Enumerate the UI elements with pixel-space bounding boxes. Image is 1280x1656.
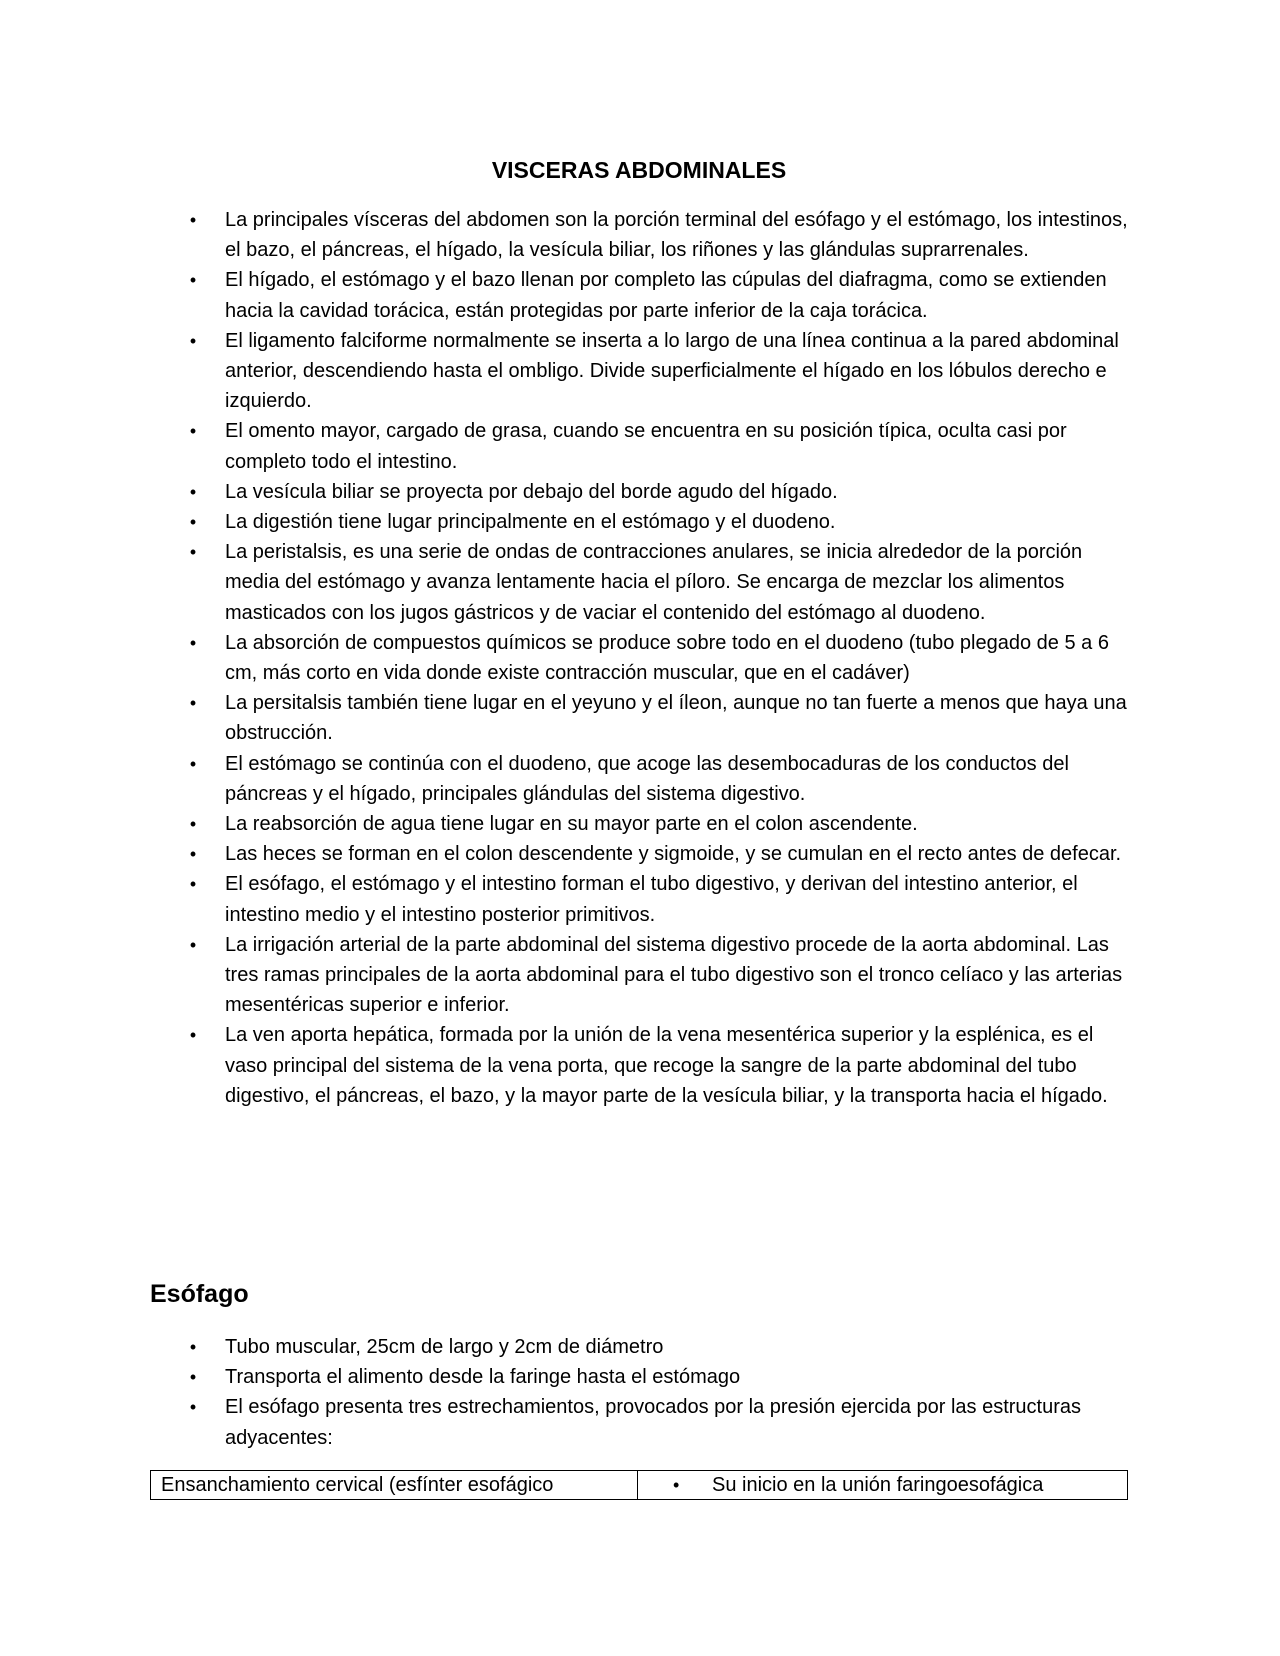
- list-item-text: La ven aporta hepática, formada por la unión de la vena mesentérica superior y la esplénica, es el vaso principal del sistema de la vena porta, que recoge la sangre de la parte abdominal del tubo digestivo, el páncreas, el bazo, y la mayor parte de la vesícula biliar, y la transporta hacia el hígado.: [225, 1024, 1108, 1107]
- list-item-text: Tubo muscular, 25cm de largo y 2cm de diámetro: [225, 1336, 664, 1358]
- table-cell-text: Su inicio en la unión faringoesofágica: [712, 1474, 1044, 1496]
- main-bullet-list: [0, 205, 1280, 1111]
- list-item-text: El esófago, el estómago y el intestino forman el tubo digestivo, y derivan del intestino anterior, el intestino medio y el intestino posterior primitivos.: [225, 873, 1078, 926]
- list-item-text: La digestión tiene lugar principalmente en el estómago y el duodeno.: [225, 511, 836, 534]
- bullet-icon: •: [189, 421, 197, 442]
- list-item-text: La persitalsis también tiene lugar en el yeyuno y el íleon, aunque no tan fuerte a menos que haya una obstrucción.: [225, 692, 1127, 745]
- section-heading-esofago: Esófago: [150, 1280, 249, 1308]
- bullet-icon: •: [189, 934, 197, 955]
- bullet-icon: •: [189, 330, 197, 351]
- bullet-icon: •: [189, 1397, 197, 1418]
- main-list-item: [0, 326, 1280, 417]
- estrechamientos-table: [150, 1470, 1128, 1500]
- bullet-icon: •: [673, 1475, 680, 1495]
- table-cell-descripcion: [638, 1471, 1128, 1500]
- bullet-icon: •: [189, 814, 197, 835]
- main-list-item: [0, 749, 1280, 809]
- main-list-item: [0, 628, 1280, 688]
- main-list-item: [0, 265, 1280, 325]
- list-item-text: La principales vísceras del abdomen son la porción terminal del esófago y el estómago, los intestinos, el bazo, el páncreas, el hígado, la vesícula biliar, los riñones y las glándulas suprarrenales.: [225, 209, 1128, 262]
- list-item-text: La vesícula biliar se proyecta por debajo del borde agudo del hígado.: [225, 480, 838, 503]
- list-item-text: La peristalsis, es una serie de ondas de contracciones anulares, se inicia alrededor de la porción media del estómago y avanza lentamente hacia el píloro. Se encarga de mezclar los alimentos masticados con los jugos gástricos y de vaciar el contenido del estómago al duodeno.: [225, 541, 1083, 624]
- bullet-icon: •: [189, 1337, 197, 1357]
- main-list-item: [0, 809, 1280, 839]
- main-list-item: [0, 839, 1280, 869]
- bullet-icon: •: [189, 1367, 197, 1388]
- bullet-icon: •: [189, 542, 197, 563]
- esofago-list-item: [0, 1392, 1280, 1452]
- bullet-icon: •: [189, 874, 197, 895]
- bullet-icon: •: [189, 270, 197, 291]
- bullet-icon: •: [189, 210, 197, 230]
- list-item-text: La irrigación arterial de la parte abdominal del sistema digestivo procede de la aorta abdominal. Las tres ramas principales de la aorta abdominal para el tubo digestivo son el tronco celíaco y las arterias mesentéricas superior e inferior.: [225, 933, 1123, 1017]
- list-item-text: Transporta el alimento desde la faringe hasta el estómago: [225, 1366, 741, 1389]
- bullet-icon: •: [189, 753, 197, 774]
- table-cell-estrechamiento: Ensanchamiento cervical (esfínter esofágico: [151, 1471, 638, 1500]
- bullet-icon: •: [189, 844, 197, 865]
- esofago-list-item: [0, 1332, 1280, 1362]
- list-item-text: La reabsorción de agua tiene lugar en su mayor parte en el colon ascendente.: [225, 813, 918, 836]
- table-row: [151, 1471, 1128, 1500]
- esofago-bullet-list: [0, 1332, 1280, 1453]
- list-item-text: Las heces se forman en el colon descendente y sigmoide, y se cumulan en el recto antes de defecar.: [225, 843, 1122, 866]
- main-list-item: [0, 537, 1280, 628]
- bullet-icon: •: [189, 512, 197, 533]
- list-item-text: El omento mayor, cargado de grasa, cuando se encuentra en su posición típica, oculta casi por completo todo el intestino.: [225, 420, 1067, 473]
- bullet-icon: •: [189, 1025, 197, 1046]
- list-item-text: El esófago presenta tres estrechamientos, provocados por la presión ejercida por las estructuras adyacentes:: [225, 1396, 1082, 1449]
- main-list-item: [0, 869, 1280, 929]
- main-list-item: [0, 507, 1280, 537]
- main-list-item: [0, 688, 1280, 748]
- list-item-text: El hígado, el estómago y el bazo llenan por completo las cúpulas del diafragma, como se extienden hacia la cavidad torácica, están protegidas por parte inferior de la caja torácica.: [225, 269, 1107, 322]
- bullet-icon: •: [189, 693, 197, 714]
- document-title: VISCERAS ABDOMINALES: [491, 157, 787, 183]
- main-list-item: [0, 416, 1280, 476]
- list-item-text: La absorción de compuestos químicos se produce sobre todo en el duodeno (tubo plegado de 5 a 6 cm, más corto en vida donde existe contracción muscular, que en el cadáver): [225, 631, 1109, 685]
- main-list-item: [0, 205, 1280, 265]
- esofago-list-item: [0, 1362, 1280, 1392]
- bullet-icon: •: [189, 481, 197, 502]
- bullet-icon: •: [189, 632, 197, 653]
- main-list-item: [0, 1020, 1280, 1111]
- list-item-text: El estómago se continúa con el duodeno, que acoge las desembocaduras de los conductos del páncreas y el hígado, principales glándulas del sistema digestivo.: [225, 752, 1069, 805]
- main-list-item: [0, 930, 1280, 1021]
- main-list-item: [0, 477, 1280, 507]
- list-item-text: El ligamento falciforme normalmente se inserta a lo largo de una línea continua a la pared abdominal anterior, descendiendo hasta el ombligo. Divide superficialmente el hígado en los lóbulos derecho e izquierdo.: [225, 329, 1119, 413]
